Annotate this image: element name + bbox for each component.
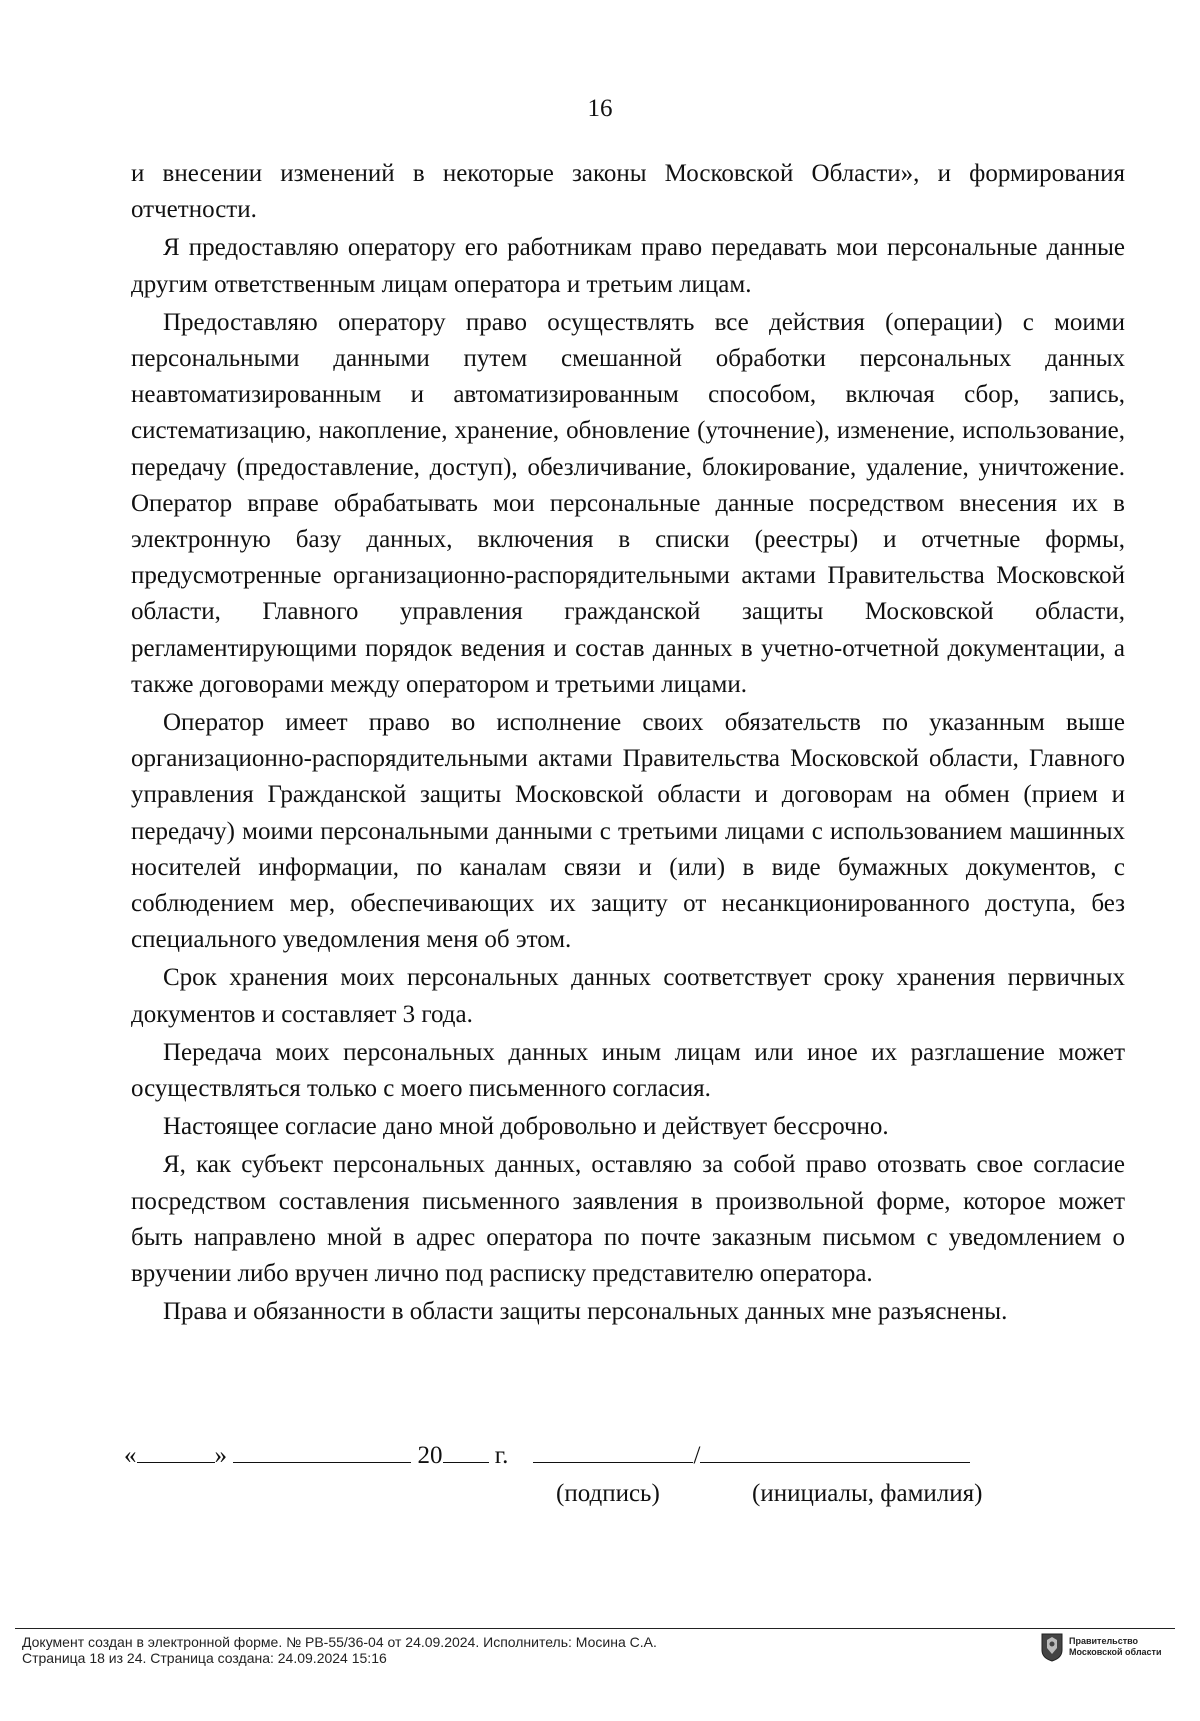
- year-blank: [443, 1440, 489, 1463]
- year-prefix: 20: [417, 1442, 443, 1469]
- paragraph: Срок хранения моих персональных данных соответствует сроку хранения первичных документов и составляет 3 года.: [131, 964, 1125, 1028]
- coat-of-arms-icon: [1040, 1632, 1064, 1662]
- page-number: 16: [587, 95, 613, 122]
- name-blank: [700, 1440, 970, 1463]
- government-logo: [1040, 1632, 1162, 1662]
- caption-signature: (подпись): [556, 1480, 660, 1507]
- paragraph: и внесении изменений в некоторые законы Московской Области», и формирования отчетности.: [131, 160, 1125, 224]
- footer-divider: [15, 1628, 1175, 1629]
- paragraph: Я предоставляю оператору его работникам право передавать мои персональные данные другим ответственным лицам оператора и третьим лицам.: [131, 234, 1125, 298]
- quote-open: «: [124, 1442, 137, 1469]
- logo-line-1: Правительство: [1069, 1636, 1139, 1646]
- paragraph: Настоящее согласие дано мной добровольно и действует бессрочно.: [163, 1113, 889, 1141]
- month-blank: [233, 1440, 411, 1463]
- caption-name: (инициалы, фамилия): [752, 1480, 983, 1507]
- signature-blank: [533, 1440, 693, 1463]
- signature-date-line: [124, 1440, 1024, 1470]
- footer-line-1: Документ создан в электронной форме. № РВ-55/36-04 от 24.09.2024. Исполнитель: Мосина С.А.: [22, 1634, 657, 1650]
- paragraph: Оператор имеет право во исполнение своих обязательств по указанным выше организационно-распорядительными актами Правительства Московской области, Главного управления Гражданской защиты Московской области и договорам на обмен (прием и передачу) моими персональными данными с третьими лицами с использованием машинных носителей информации, по каналам связи и (или) в виде бумажных документов, с соблюдением мер, обеспечивающих их защиту от несанкционированного доступа, без специального уведомления меня об этом.: [131, 709, 1125, 954]
- day-blank: [137, 1440, 215, 1463]
- footer: [22, 1634, 657, 1666]
- signature-separator: /: [693, 1442, 701, 1469]
- paragraph: Предоставляю оператору право осуществлять все действия (операции) с моими персональными данными путем смешанной обработки персональных данных неавтоматизированным и автоматизированным способом, включая сбор, запись, систематизацию, накопление, хранение, обновление (уточнение), изменение, использование, передачу (предоставление, доступ), обезличивание, блокирование, удаление, уничтожение. Оператор вправе обрабатывать мои персональные данные посредством внесения их в электронную базу данных, включения в списки (реестры) и отчетные формы, предусмотренные организационно-распорядительными актами Правительства Московской области, Главного управления гражданской защиты Московской области, регламентирующими порядок ведения и состав данных в учетно-отчетной документации, а также договорами между оператором и третьими лицами.: [131, 308, 1125, 698]
- footer-line-2: Страница 18 из 24. Страница создана: 24.09.2024 15:16: [22, 1650, 387, 1666]
- quote-close: »: [214, 1442, 227, 1469]
- paragraph: Я, как субъект персональных данных, оставляю за собой право отозвать свое согласие посредством составления письменного заявления в произвольной форме, которое может быть направлено мной в адрес оператора по почте заказным письмом с уведомлением о вручении либо вручен лично под расписку представителю оператора.: [131, 1151, 1125, 1288]
- paragraph: Права и обязанности в области защиты персональных данных мне разъяснены.: [163, 1298, 1008, 1326]
- document-body: [131, 156, 1125, 1333]
- logo-line-2: Московской области: [1069, 1647, 1162, 1657]
- paragraph: Передача моих персональных данных иным лицам или иное их разглашение может осуществляться только с моего письменного согласия.: [131, 1038, 1125, 1103]
- year-suffix: г.: [494, 1442, 509, 1469]
